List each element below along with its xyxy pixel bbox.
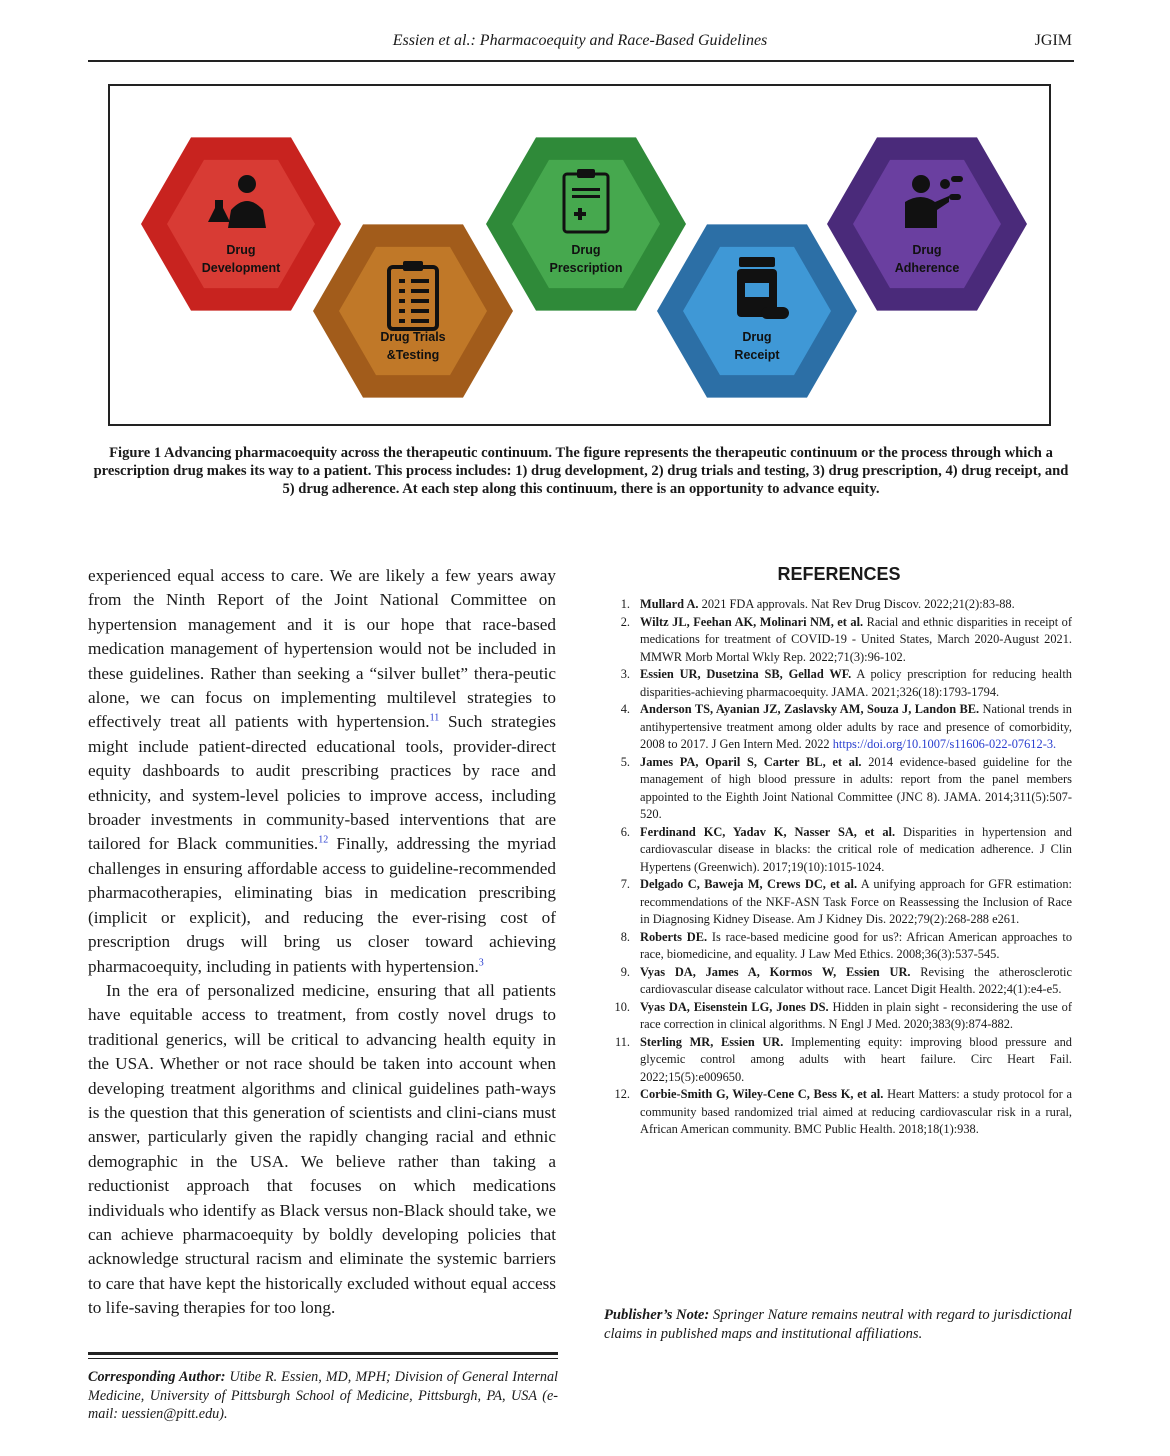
journal-name: JGIM — [1034, 32, 1072, 49]
doi-link[interactable]: https://doi.org/10.1007/s11606-022-07612-3. — [832, 737, 1057, 751]
hexagon-step-3 — [486, 137, 686, 310]
reference-item: 3. Essien UR, Dusetzina SB, Gellad WF. A policy prescription for reducing health disparities-achieving pharmacoequity. JAMA. 2021;326(18):1793-1794. — [620, 667, 1072, 699]
hexagon-label: Prescription — [549, 261, 623, 275]
divider — [88, 1358, 558, 1359]
reference-item: 1. Mullard A. 2021 FDA approvals. Nat Rev Drug Discov. 2022;21(2):83-88. — [620, 597, 1015, 611]
hexagon-step-1 — [141, 137, 341, 310]
paragraph-2: In the era of personalized medicine, ensuring that all patients have equitable access to treatment, from costly novel drugs to traditional generics, will be critical to advancing health equity in the USA. Whether or not race should be taken into account when developing treatment algorithms and clinical guidelines path-ways is the question that this generation of scientists and clini-cians must answer, particularly given the rapidly changing racial and ethnic demographic in the USA. We believe rather than taking a reductionist approach that focuses on which medications individuals who identify as Black versus non-Black should take, we can achieve pharmacoequity by boldly developing policies that acknowledge structural racism and eliminate the systemic barriers to care that have kept the historically excluded without equal access to life-saving therapies for too long. — [88, 980, 556, 1318]
reference-item: 8. Roberts DE. Is race-based medicine good for us?: African American approaches to race, biomedicine, and equality. J Law Med Ethics. 2008;36(3):537-545. — [620, 929, 1073, 961]
publisher-note: Publisher’s Note: Springer Nature remains neutral with regard to jurisdictional claims in published maps and institutional affiliations. — [604, 1307, 1072, 1342]
hexagon-label: Drug Trials — [380, 330, 446, 344]
body-text — [88, 564, 556, 1321]
reference-item: 7. Delgado C, Baweja M, Crews DC, et al. A unifying approach for GFR estimation: recommendations of the NKF-ASN Task Force on Reassessing the Inclusion of Race in Diagnosing Kidney Disease. Am J Kidney Dis. 2022;79(2):268-288 e261. — [620, 877, 1072, 926]
hexagon-label: Drug — [912, 243, 942, 257]
running-title: Essien et al.: Pharmacoequity and Race-Based Guidelines — [392, 32, 768, 49]
hexagon-label: Drug — [571, 243, 601, 257]
citation-link[interactable]: 3 — [478, 956, 484, 968]
reference-item: 5. James PA, Oparil S, Carter BL, et al. 2014 evidence-based guideline for the management of high blood pressure in adults: report from the panel members appointed to the Eighth Joint National Committee (JNC 8). JAMA. 2014;311(5):507-520. — [620, 754, 1073, 821]
reference-item: 2. Wiltz JL, Feehan AK, Molinari NM, et al. Racial and ethnic disparities in receipt of medications for treatment of COVID-19 - United States, March 2020-August 2021. MMWR Morb Mortal Wkly Rep. 2022;71(3):96-102. — [620, 614, 1072, 664]
citation-link[interactable]: 11 — [429, 712, 440, 724]
reference-item: 10. Vyas DA, Eisenstein LG, Jones DS. Hidden in plain sight - reconsidering the use of race correction in clinical algorithms. N Engl J Med. 2020;383(9):874-882. — [614, 999, 1072, 1031]
hexagon-label: Development — [201, 261, 281, 275]
running-header — [88, 30, 1072, 62]
reference-item: 12. Corbie-Smith G, Wiley-Cene C, Bess K, et al. Heart Matters: a study protocol for a community based randomized trial aimed at reducing cardiovascular risk in a rural, African American community. BMC Public Health. 2018;18(1):938. — [614, 1087, 1072, 1136]
hexagon-label: Drug — [226, 243, 256, 257]
paragraph-1: experienced equal access to care. We are likely a few years away from the Ninth Report of the Joint National Committee on hypertension management and it is our hope that race-based medication management of hypertension would not be included in these guidelines. Rather than seeking a “silver bullet” thera-peutic alone, we can focus on implementing multilevel strategies to effectively treat all patients with hypertension.$^{11}$ Such strategies might include patient-directed educational tools, provider-direct equity dashboards to audit prescribing practices by race and ethnicity, and system-level policies to improve access, including broader investments in community-based interventions that are tailored for Black communities.$^{12}$ Finally, addressing the myriad challenges in ensuring affordable access to guideline-recommended pharmacotherapies, eliminating bias in medication prescribing (implicit or explicit), and reducing the ever-rising cost of prescription drugs will bring us closer toward achieving pharmacoequity, including in patients with hypertension.$^3$ — [88, 566, 556, 976]
therapeutic-continuum-diagram — [110, 86, 1053, 428]
reference-item: 9. Vyas DA, James A, Kormos W, Essien UR. Revising the atherosclerotic cardiovascular disease calculator without race. Lancet Digit Health. 2022;4(1):e4-e5. — [620, 964, 1072, 996]
hexagon-step-4 — [657, 224, 857, 397]
corresponding-author: Corresponding Author: Utibe R. Essien, MD, MPH; Division of General Internal Medicine, University of Pittsburgh School of Medicine, Pittsburgh, PA, USA (e-mail: uessien@pitt.edu). — [88, 1369, 559, 1422]
divider — [88, 1352, 558, 1355]
figure-1 — [108, 84, 1051, 426]
reference-item: 11. Sterling MR, Essien UR. Implementing equity: improving blood pressure and glycemic control among adults with heart failure. Circ Heart Fail. 2022;15(5):e009650. — [614, 1034, 1072, 1084]
hexagon-label: Drug — [742, 330, 772, 344]
reference-list — [606, 596, 1072, 1139]
header-rule — [88, 60, 1074, 62]
reference-item: 6. Ferdinand KC, Yadav K, Nasser SA, et al. Disparities in hypertension and cardiovascular disease in blacks: the critical role of medication adherence. J Clin Hypertens (Greenwich). 2017;19(10):1015-1024. — [620, 824, 1072, 874]
hexagon-step-2 — [313, 224, 513, 397]
references-heading: REFERENCES — [777, 564, 901, 584]
hexagon-label: Adherence — [894, 261, 960, 275]
figure-caption: Figure 1 Advancing pharmacoequity across the therapeutic continuum. The figure represents the therapeutic continuum or the process through which a prescription drug makes its way to a patient. This process includes: 1) drug development, 2) drug trials and testing, 3) drug prescription, 4) drug receipt, and 5) drug adherence. At each step along this continuum, there is an opportunity to advance equity. — [93, 445, 1069, 497]
hexagon-label: &Testing — [386, 348, 440, 362]
reference-item: 4. Anderson TS, Ayanian JZ, Zaslavsky AM, Souza J, Landon BE. National trends in antihypertensive treatment among older adults by race and presence of comorbidity, 2008 to 2017. J Gen Intern Med. 2022 https://doi.org/10.1007/s11606-022-07612-3. — [620, 702, 1072, 751]
hexagon-label: Receipt — [734, 348, 780, 362]
hexagon-step-5 — [827, 137, 1027, 310]
citation-link[interactable]: 12 — [318, 834, 329, 846]
